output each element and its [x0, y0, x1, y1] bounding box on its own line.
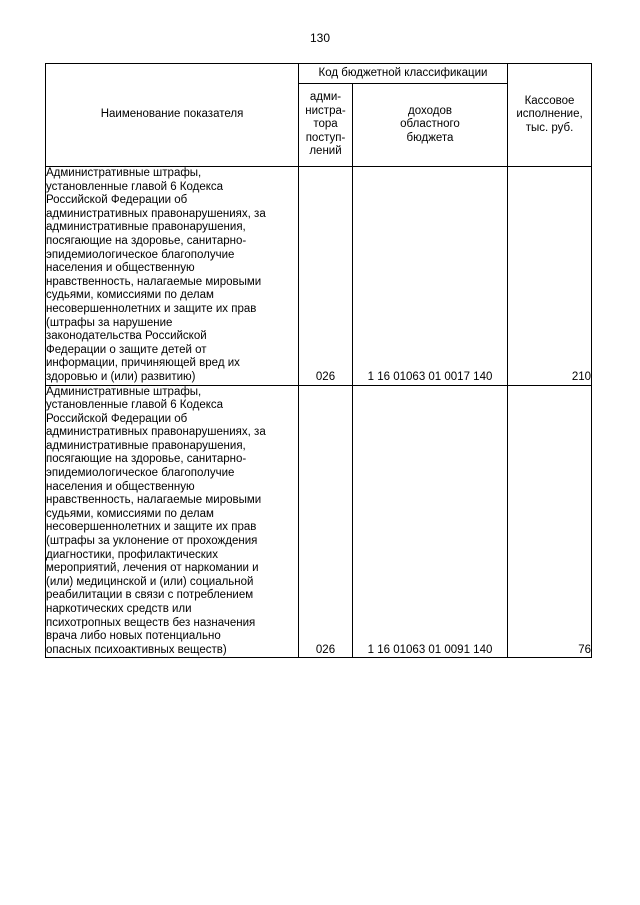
- header-classification-code: Код бюджетной классификации: [299, 64, 508, 84]
- header-cash-execution: Кассовое исполнение, тыс. руб.: [508, 64, 592, 167]
- header-indicator-name: Наименование показателя: [46, 64, 299, 167]
- table-row: [46, 385, 592, 658]
- admin-code-cell: 026: [299, 167, 353, 386]
- admin-code-cell: 026: [299, 385, 353, 658]
- table-row: [46, 167, 592, 386]
- amount-cell: 76: [508, 385, 592, 658]
- budget-revenue-table: [45, 63, 592, 658]
- indicator-name-cell: Административные штрафы, установленные главой 6 Кодекса Российской Федерации об административных правонарушениях, за административные правонарушения, посягающие на здоровье, санитарно- эпидемиологическое благополучие населения и общественную нравственность, налагаемые мировыми судьями, комиссиями по делам несовершеннолетних и защите их прав (штрафы за нарушение законодательства Российской Федерации о защите детей от информации, причиняющей вред их здоровью и (или) развитию): [46, 167, 299, 386]
- income-code-cell: 1 16 01063 01 0091 140: [353, 385, 508, 658]
- indicator-name-cell: Административные штрафы, установленные главой 6 Кодекса Российской Федерации об административных правонарушениях, за административные правонарушения, посягающие на здоровье, санитарно- эпидемиологическое благополучие населения и общественную нравственность, налагаемые мировыми судьями, комиссиями по делам несовершеннолетних и защите их прав (штрафы за уклонение от прохождения диагностики, профилактических мероприятий, лечения от наркомании и (или) медицинской и (или) социальной реабилитации в связи с потреблением наркотических средств или психотропных веществ без назначения врача либо новых потенциально опасных психоактивных веществ): [46, 385, 299, 658]
- header-regional-budget-income: доходов областного бюджета: [353, 84, 508, 167]
- income-code-cell: 1 16 01063 01 0017 140: [353, 167, 508, 386]
- header-revenue-administrator: адми- нистра- тора поступ- лений: [299, 84, 353, 167]
- table-header-row: [46, 64, 592, 84]
- amount-cell: 210: [508, 167, 592, 386]
- page-number: 130: [309, 31, 331, 45]
